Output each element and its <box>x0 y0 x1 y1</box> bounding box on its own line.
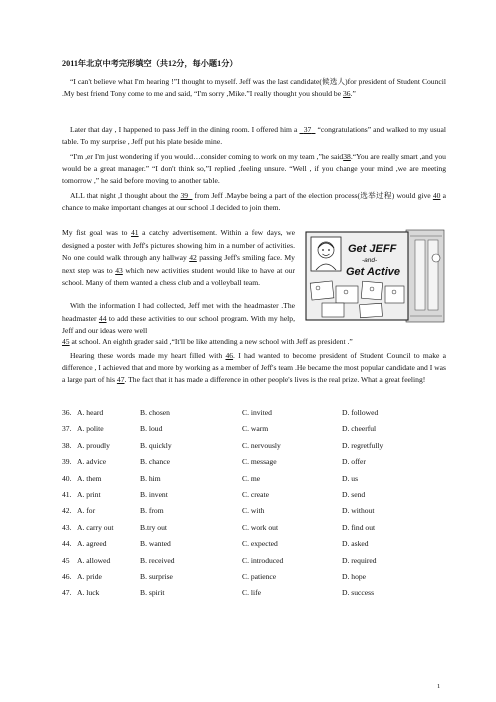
option-d: D. success <box>342 588 375 598</box>
paragraph-1-tail: .” <box>350 89 356 99</box>
question-number: 38. <box>62 440 72 450</box>
blank-41: 41 <box>130 228 139 237</box>
activity-photo <box>310 281 334 300</box>
paragraph-3-mid: .“You are really smart ,and you would be a great manager.” “I don't think so,”I replied ,feeling unsure. “Well , if you change your mind ,we are meeting tomorrow ,” he said before moving to another table. <box>62 152 446 186</box>
clock-icon <box>432 254 440 262</box>
option-a: A. them <box>77 473 102 483</box>
option-d: D. send <box>342 489 366 499</box>
paragraph-7 <box>62 350 446 387</box>
blank-45: 45 <box>62 337 70 346</box>
option-b: B. surprise <box>140 571 173 581</box>
option-row <box>62 539 452 555</box>
paragraph-6-continued <box>62 336 446 348</box>
option-d: D. cheerful <box>342 424 377 434</box>
option-b: B. chosen <box>140 408 170 417</box>
option-c: C. work out <box>242 522 279 532</box>
paragraph-7-part-b: . The fact that it has made a difference in other people's lives is the real prize. What a great feeling! <box>124 375 426 385</box>
question-number: 44. <box>62 539 72 549</box>
option-a: A. for <box>77 506 96 516</box>
option-b: B. invent <box>140 489 168 499</box>
option-d: D. regretfully <box>342 440 384 450</box>
option-row <box>62 490 452 506</box>
blank-37-number: 37 <box>303 125 312 134</box>
option-a: A. allowed <box>77 555 111 565</box>
option-row <box>62 523 452 539</box>
paragraph-2 <box>62 124 446 148</box>
question-number: 36. <box>62 408 72 417</box>
poster-illustration <box>302 226 446 326</box>
blank-37 <box>300 125 316 134</box>
paragraph-1-text: “I can't believe what I'm hearing !”I thought to myself. Jeff was the last candidate(候选人)for president of Student Council .My best friend Tony come to me and said, “I'm sorry ,Mike.”I really thought you should be <box>62 77 446 99</box>
option-d: D. asked <box>342 539 369 549</box>
option-a: A. agreed <box>77 539 107 549</box>
hallway-door <box>415 240 425 310</box>
blank-40: 40 <box>432 191 441 200</box>
option-row <box>62 506 452 522</box>
blank-38: 38 <box>343 152 351 161</box>
option-d: D. required <box>342 555 377 565</box>
option-row <box>62 441 452 457</box>
question-number: 45 <box>62 555 70 565</box>
activity-photo <box>385 286 404 303</box>
option-row <box>62 424 452 440</box>
option-d: D. us <box>342 473 359 483</box>
paragraph-5 <box>62 227 295 290</box>
answer-options <box>62 408 452 605</box>
page-title: 2011年北京中考完形填空（共12分，每小题1分） <box>62 59 238 68</box>
option-c: C. me <box>242 473 261 483</box>
option-a: A. polite <box>77 424 104 434</box>
option-b: B. quickly <box>140 440 172 450</box>
poster-slogan-line3: Get Active <box>346 266 401 278</box>
option-b: B. received <box>140 555 175 565</box>
option-b: B. him <box>140 473 161 483</box>
option-b: B. from <box>140 506 164 516</box>
paragraph-3 <box>62 151 446 188</box>
option-c: C. nervously <box>242 440 281 450</box>
activity-photo <box>360 303 383 318</box>
option-c: C. patience <box>242 571 277 581</box>
question-number: 40. <box>62 473 72 483</box>
option-a: A. print <box>77 489 101 499</box>
option-row <box>62 556 452 572</box>
option-row <box>62 474 452 490</box>
option-c: C. create <box>242 489 269 499</box>
poster-slogan-line2: -and- <box>362 257 378 264</box>
option-row <box>62 408 452 424</box>
paragraph-4-mid: from Jeff .Maybe being a part of the election process(选举过程) would give <box>194 191 431 200</box>
hallway-door <box>428 240 438 310</box>
option-row <box>62 457 452 473</box>
option-b: B. wanted <box>140 539 171 549</box>
paragraph-5-part-b: passing Jeff's smiling face. My next step was to <box>62 253 295 275</box>
option-a: A. pride <box>77 571 102 581</box>
option-b: B. chance <box>140 457 170 467</box>
option-a: A. luck <box>77 588 100 598</box>
option-d: D. offer <box>342 457 366 467</box>
question-number: 47. <box>62 588 72 598</box>
paragraph-3-text: “I'm ,er I'm just wondering if you would…consider coming to work on my team ,”he said <box>70 152 344 161</box>
option-d: D. without <box>342 506 375 516</box>
paragraph-2-text: Later that day , I happened to pass Jeff in the dining room. I offered him a <box>70 125 298 134</box>
option-a: A. proudly <box>77 440 110 450</box>
paragraph-5-part-c: which new activities student would like to have at our school. Many of them wanted a chess club and a volleyball team. <box>62 265 295 288</box>
question-number: 46. <box>62 571 72 581</box>
blank-47: 47 <box>116 375 125 385</box>
question-number: 42. <box>62 506 72 516</box>
blank-46: 46 <box>225 351 234 360</box>
paragraph-6 <box>62 300 295 338</box>
option-c: C. warm <box>242 424 269 434</box>
paragraph-4 <box>62 190 446 214</box>
option-row <box>62 588 452 604</box>
option-b: B. loud <box>140 424 163 434</box>
option-c: C. life <box>242 588 261 598</box>
paragraph-6-text: With the information I had collected, Jeff met with the headmaster .The headmaster <box>62 301 295 323</box>
paragraph-2-mid: “congratulations” and walked to my usual table. To my surprise , Jeff put his plate beside mine. <box>62 125 447 147</box>
blank-42: 42 <box>189 253 197 263</box>
poster-slogan-line1: Get JEFF <box>348 243 397 255</box>
option-a: A. carry out <box>77 522 114 532</box>
page-number: 1 <box>437 683 441 690</box>
option-d: D. hope <box>342 571 367 581</box>
option-row <box>62 572 452 588</box>
paragraph-5-text: My fist goal was to <box>62 228 128 237</box>
blank-44: 44 <box>98 313 107 323</box>
blank-36: 36 <box>342 89 351 99</box>
question-number: 39. <box>62 457 72 467</box>
paragraph-7-text: Hearing these words made my heart filled with <box>70 351 223 360</box>
activity-photo <box>322 303 344 317</box>
option-a: A. advice <box>77 457 107 467</box>
activity-photo <box>336 286 358 303</box>
question-number: 43. <box>62 522 72 532</box>
option-c: C. message <box>242 457 277 467</box>
option-b: B.try out <box>140 522 168 532</box>
paragraph-1 <box>62 76 446 100</box>
option-b: B. spirit <box>140 588 165 598</box>
paragraph-6-part-b: at school. An eighth grader said ,“It'll be like attending a new school with Jeff as president .” <box>71 337 353 346</box>
question-number: 37. <box>62 424 72 434</box>
question-number: 41. <box>62 489 72 499</box>
option-c: C. expected <box>242 539 278 549</box>
option-d: D. followed <box>342 408 379 417</box>
paragraph-7-part-a: . I had wanted to become president of Student Council to make a difference , I achieved that and more by working as a member of Jeff's team .He became the most popular candidate and I was a large part of his <box>62 351 446 385</box>
blank-43: 43 <box>115 265 123 275</box>
option-c: C. introduced <box>242 555 284 565</box>
option-c: C. with <box>242 506 265 516</box>
paragraph-5-part-a: a catchy advertisement. Within a few days, we designed a poster with Jeff's pictures showing him in a number of activities. No one could walk through any hallway <box>62 228 296 263</box>
paragraph-6-part-a: to add these activities to our school program. With my help, Jeff and our ideas were well <box>62 313 295 336</box>
paragraph-4-tail: a chance to make important changes at our school .I decided to join them. <box>62 191 446 213</box>
option-c: C. invited <box>242 408 272 417</box>
blank-39 <box>180 191 192 200</box>
option-a: A. heard <box>77 408 104 417</box>
paragraph-4-text: ALL that night ,I thought about the <box>70 191 179 200</box>
blank-39-number: 39 <box>180 191 189 200</box>
option-d: D. find out <box>342 522 376 532</box>
